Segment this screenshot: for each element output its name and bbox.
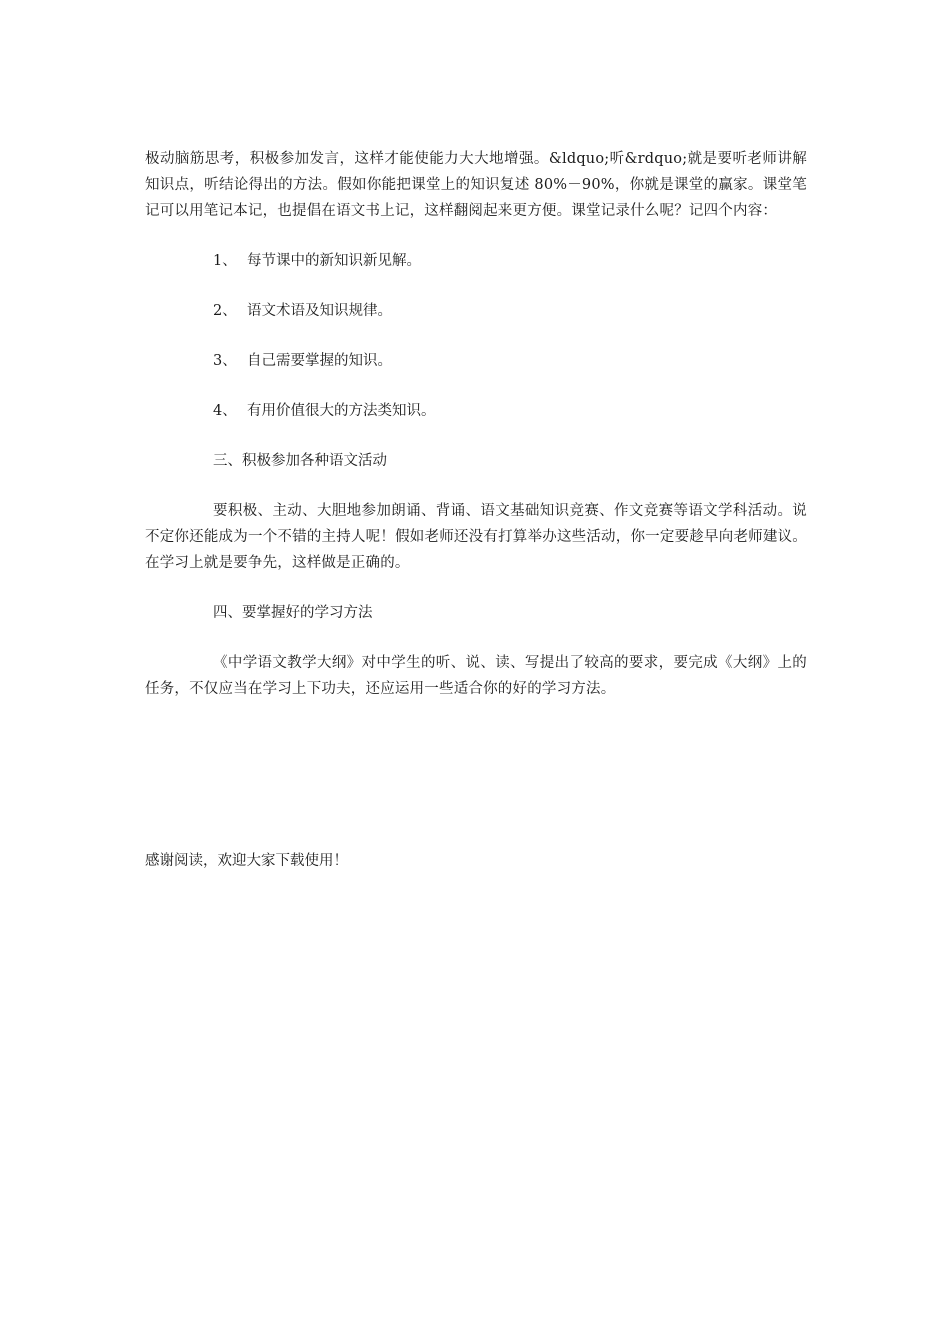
list-number: 3、 bbox=[213, 353, 237, 369]
paragraph-methods: 《中学语文教学大纲》对中学生的听、说、读、写提出了较高的要求，要完成《大纲》上的任务，不仅应当在学习上下功夫，还应运用一些适合你的好的学习方法。 bbox=[145, 655, 807, 697]
list-item bbox=[145, 298, 807, 324]
list-text: 有用价值很大的方法类知识。 bbox=[247, 403, 436, 419]
list-text: 语文术语及知识规律。 bbox=[247, 303, 392, 319]
list-item bbox=[145, 398, 807, 424]
list-item bbox=[145, 348, 807, 374]
closing-note: 感谢阅读，欢迎大家下载使用！ bbox=[145, 853, 348, 869]
list-item bbox=[145, 248, 807, 274]
paragraph-activities: 要积极、主动、大胆地参加朗诵、背诵、语文基础知识竞赛、作文竞赛等语文学科活动。说不定你还能成为一个不错的主持人呢！假如老师还没有打算举办这些活动，你一定要趁早向老师建议。在学习上就是要争先，这样做是正确的。 bbox=[145, 503, 807, 571]
list-number: 2、 bbox=[213, 303, 237, 319]
list-text: 自己需要掌握的知识。 bbox=[247, 353, 392, 369]
list-number: 1、 bbox=[213, 253, 237, 269]
paragraph-listening: 极动脑筋思考，积极参加发言，这样才能使能力大大地增强。&ldquo;听&rdquo;就是要听老师讲解知识点，听结论得出的方法。假如你能把课堂上的知识复述 80%－90%，你就是课堂的赢家。课堂笔记可以用笔记本记，也提倡在语文书上记，这样翻阅起来更方便。课堂记录什么呢？记四个内容： bbox=[145, 151, 807, 219]
list-number: 4、 bbox=[213, 403, 237, 419]
document-body bbox=[145, 146, 807, 702]
section-heading-activities: 三、积极参加各种语文活动 bbox=[213, 453, 387, 469]
section-heading-methods: 四、要掌握好的学习方法 bbox=[213, 605, 373, 621]
list-text: 每节课中的新知识新见解。 bbox=[247, 253, 421, 269]
